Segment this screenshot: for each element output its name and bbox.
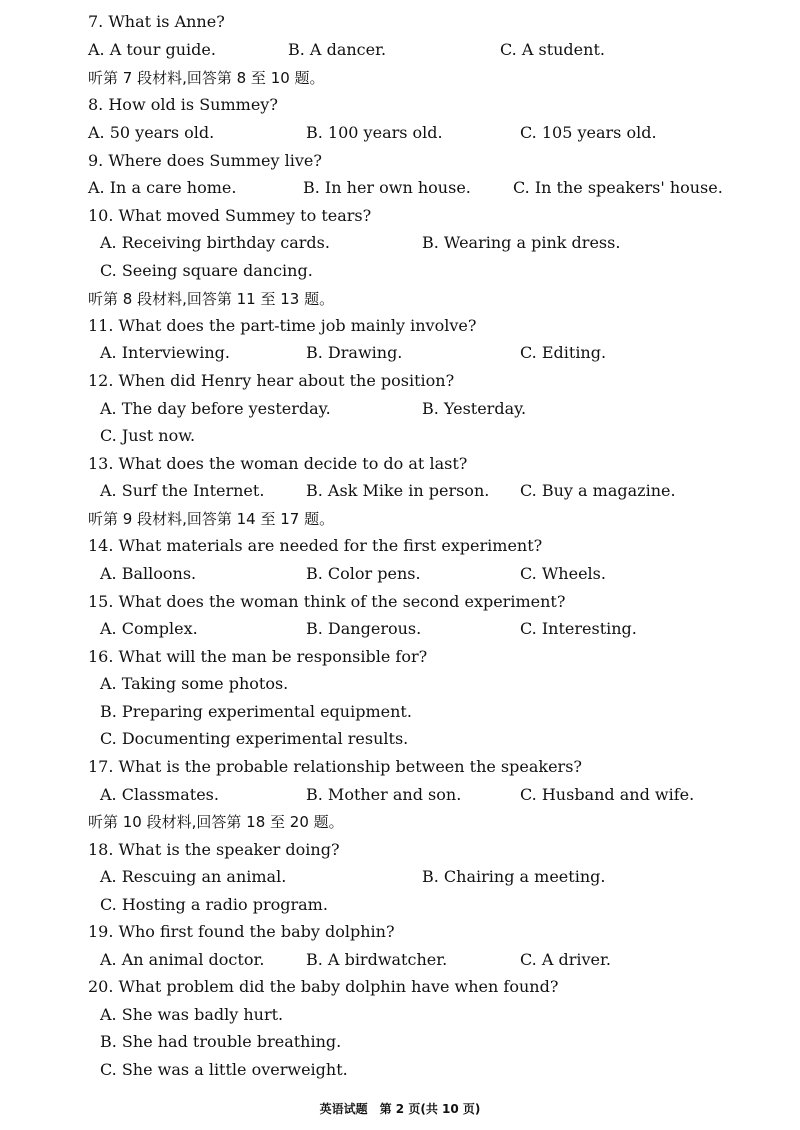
question-11-stem: 11. What does the part-time job mainly involve? xyxy=(88,316,477,335)
section-7-heading: 听第 7 段材料,回答第 8 至 10 题。 xyxy=(88,69,325,87)
question-8-option-c: C. 105 years old. xyxy=(520,123,657,142)
question-16-stem: 16. What will the man be responsible for? xyxy=(88,647,428,666)
question-13-option-a: A. Surf the Internet. xyxy=(100,481,265,500)
question-20-option-b: B. She had trouble breathing. xyxy=(100,1032,342,1051)
question-17-option-c: C. Husband and wife. xyxy=(520,785,695,804)
question-20-option-a: A. She was badly hurt. xyxy=(100,1005,284,1024)
question-16-option-a: A. Taking some photos. xyxy=(100,674,289,693)
question-7-stem: 7. What is Anne? xyxy=(88,12,225,31)
section-8-heading: 听第 8 段材料,回答第 11 至 13 题。 xyxy=(88,290,335,308)
question-20-option-c: C. She was a little overweight. xyxy=(100,1060,348,1079)
question-18-stem: 18. What is the speaker doing? xyxy=(88,840,340,859)
question-9-option-a: A. In a care home. xyxy=(88,178,237,197)
question-12-option-b: B. Yesterday. xyxy=(422,399,527,418)
question-10-option-a: A. Receiving birthday cards. xyxy=(100,233,330,252)
page-footer: 英语试题 第 2 页(共 10 页) xyxy=(319,1102,481,1116)
question-9-option-b: B. In her own house. xyxy=(303,178,471,197)
question-11-option-b: B. Drawing. xyxy=(306,343,403,362)
question-7-option-b: B. A dancer. xyxy=(288,40,387,59)
section-10-heading: 听第 10 段材料,回答第 18 至 20 题。 xyxy=(88,813,344,831)
question-9-option-c: C. In the speakers' house. xyxy=(513,178,723,197)
question-18-option-a: A. Rescuing an animal. xyxy=(100,867,287,886)
question-17-option-a: A. Classmates. xyxy=(100,785,219,804)
question-14-option-a: A. Balloons. xyxy=(100,564,197,583)
question-12-stem: 12. When did Henry hear about the position? xyxy=(88,371,455,390)
question-16-option-b: B. Preparing experimental equipment. xyxy=(100,702,412,721)
question-18-option-b: B. Chairing a meeting. xyxy=(422,867,606,886)
question-8-stem: 8. How old is Summey? xyxy=(88,95,278,114)
question-18-option-c: C. Hosting a radio program. xyxy=(100,895,328,914)
question-15-option-c: C. Interesting. xyxy=(520,619,637,638)
question-10-option-b: B. Wearing a pink dress. xyxy=(422,233,621,252)
question-17-stem: 17. What is the probable relationship between the speakers? xyxy=(88,757,582,776)
question-14-option-b: B. Color pens. xyxy=(306,564,421,583)
question-15-option-b: B. Dangerous. xyxy=(306,619,422,638)
question-9-stem: 9. Where does Summey live? xyxy=(88,151,322,170)
question-7-option-a: A. A tour guide. xyxy=(88,40,216,59)
question-16-option-c: C. Documenting experimental results. xyxy=(100,729,409,748)
question-19-stem: 19. Who first found the baby dolphin? xyxy=(88,922,395,941)
question-13-option-c: C. Buy a magazine. xyxy=(520,481,676,500)
question-15-option-a: A. Complex. xyxy=(100,619,198,638)
question-8-option-a: A. 50 years old. xyxy=(88,123,215,142)
section-9-heading: 听第 9 段材料,回答第 14 至 17 题。 xyxy=(88,510,335,528)
question-15-stem: 15. What does the woman think of the second experiment? xyxy=(88,592,566,611)
question-10-option-c: C. Seeing square dancing. xyxy=(100,261,313,280)
question-12-option-a: A. The day before yesterday. xyxy=(100,399,331,418)
question-8-option-b: B. 100 years old. xyxy=(306,123,443,142)
question-14-option-c: C. Wheels. xyxy=(520,564,606,583)
question-10-stem: 10. What moved Summey to tears? xyxy=(88,206,372,225)
question-12-option-c: C. Just now. xyxy=(100,426,196,445)
question-20-stem: 20. What problem did the baby dolphin have when found? xyxy=(88,977,559,996)
question-13-stem: 13. What does the woman decide to do at last? xyxy=(88,454,468,473)
question-14-stem: 14. What materials are needed for the first experiment? xyxy=(88,536,543,555)
question-19-option-a: A. An animal doctor. xyxy=(100,950,265,969)
question-13-option-b: B. Ask Mike in person. xyxy=(306,481,490,500)
question-7-option-c: C. A student. xyxy=(500,40,605,59)
question-17-option-b: B. Mother and son. xyxy=(306,785,462,804)
question-11-option-a: A. Interviewing. xyxy=(100,343,230,362)
question-11-option-c: C. Editing. xyxy=(520,343,607,362)
question-19-option-c: C. A driver. xyxy=(520,950,611,969)
question-19-option-b: B. A birdwatcher. xyxy=(306,950,448,969)
